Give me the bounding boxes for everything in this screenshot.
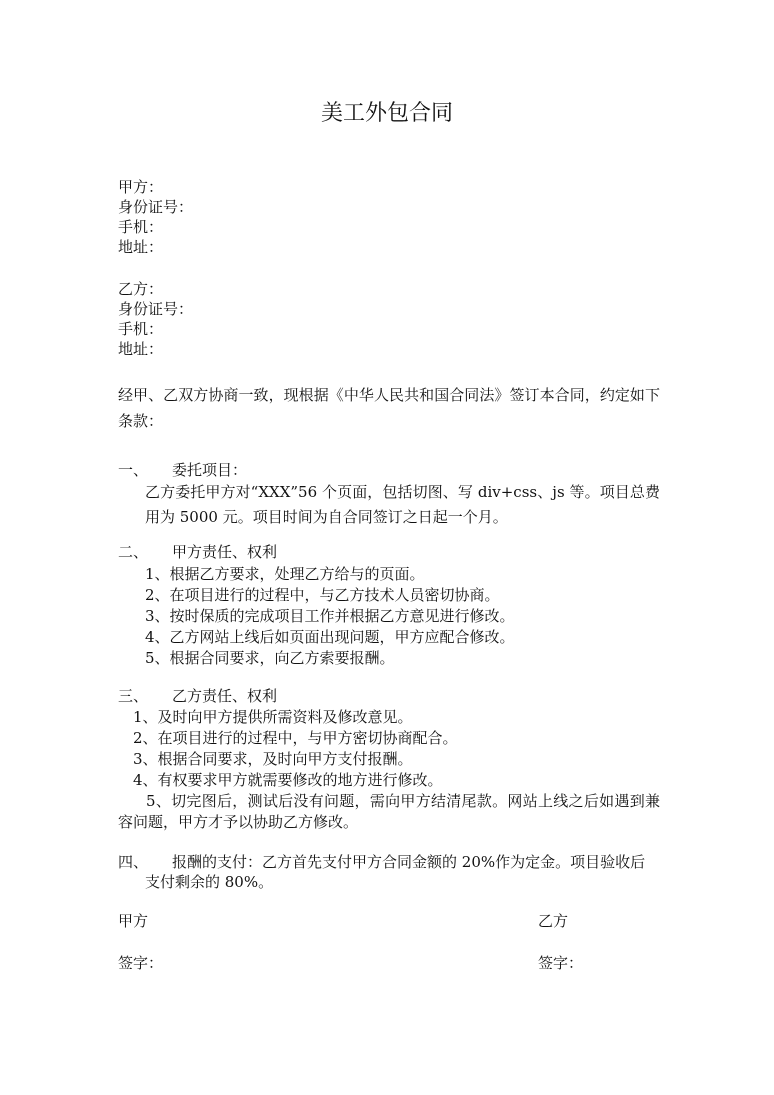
party-a-signature-label: 甲方 <box>118 912 149 930</box>
document-title: 美工外包合同 <box>320 101 453 126</box>
section-number: 三、 <box>118 687 149 705</box>
list-item: 1、根据乙方要求，处理乙方给与的页面。 <box>145 565 425 583</box>
list-item: 1、及时向甲方提供所需资料及修改意见。 <box>133 708 413 726</box>
party-a-name-label: 甲方： <box>118 178 164 196</box>
party-a-phone-label: 手机： <box>118 218 164 236</box>
list-item: 2、在项目进行的过程中，与甲方密切协商配合。 <box>133 729 458 747</box>
section-continuation: 支付剩余的 80%。 <box>145 873 274 891</box>
section-number: 一、 <box>118 461 149 479</box>
party-b-signature-label: 乙方 <box>538 912 569 930</box>
section-title: 报酬的支付：乙方首先支付甲方合同金额的 20%作为定金。项目验收后 <box>172 853 646 871</box>
party-b-name-label: 乙方： <box>118 280 164 298</box>
party-b-sign-field: 签字： <box>538 954 584 972</box>
list-item: 5、切完图后，测试后没有问题，需向甲方结清尾款。网站上线之后如遇到兼容问题，甲方才予以协助乙方修改。 <box>118 792 660 831</box>
section-title: 甲方责任、权利 <box>172 543 278 561</box>
party-a-id-label: 身份证号： <box>118 198 194 216</box>
party-b-phone-label: 手机： <box>118 320 164 338</box>
section-title: 乙方责任、权利 <box>172 687 278 705</box>
section-title: 委托项目： <box>172 461 248 479</box>
list-item: 3、按时保质的完成项目工作并根据乙方意见进行修改。 <box>145 607 515 625</box>
list-item: 2、在项目进行的过程中，与乙方技术人员密切协商。 <box>145 586 500 604</box>
party-a-address-label: 地址： <box>118 238 164 256</box>
party-b-address-label: 地址： <box>118 340 164 358</box>
list-item: 3、根据合同要求，及时向甲方支付报酬。 <box>133 750 413 768</box>
list-item: 4、有权要求甲方就需要修改的地方进行修改。 <box>133 771 443 789</box>
section-number: 二、 <box>118 543 149 561</box>
party-a-sign-field: 签字： <box>118 954 164 972</box>
list-item: 5、根据合同要求，向乙方索要报酬。 <box>145 649 395 667</box>
section-number: 四、 <box>118 853 149 871</box>
intro-paragraph: 经甲、乙双方协商一致，现根据《中华人民共和国合同法》签订本合同，约定如下条款： <box>118 386 660 430</box>
party-b-id-label: 身份证号： <box>118 300 194 318</box>
list-item: 4、乙方网站上线后如页面出现问题，甲方应配合修改。 <box>145 628 515 646</box>
section-body: 乙方委托甲方对“XXX”56 个页面，包括切图、写 div+css、js 等。项目总费用为 5000 元。项目时间为自合同签订之日起一个月。 <box>145 483 660 526</box>
